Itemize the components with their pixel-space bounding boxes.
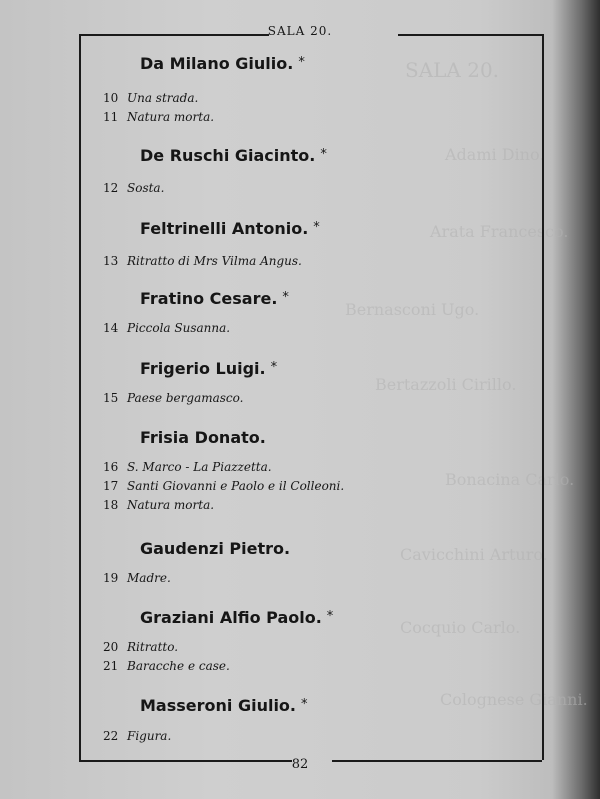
commission-star: * [298,55,305,70]
artist-name: Frigerio Luigi. * [140,359,278,378]
show-through-text: Bertazzoli Cirillo. [375,375,517,394]
show-through-text: Colognese Gianni. [440,690,588,709]
work-item: 13 Ritratto di Mrs Vilma Angus. [103,254,302,268]
show-through-text: SALA 20. [405,58,500,82]
work-item: 11 Natura morta. [103,110,215,124]
commission-star: * [326,609,334,624]
show-through-text: Arata Francesco. [430,222,569,241]
show-through-text: Cavicchini Arturo. [400,545,548,564]
commission-star: * [301,697,308,712]
work-item: 12 Sosta. [103,181,165,195]
work-item: 20 Ritratto. [103,640,179,654]
artist-name: Da Milano Giulio. * [140,54,305,73]
artist-name: Graziani Alfio Paolo. * [140,608,334,627]
commission-star: * [282,290,289,305]
show-through-text: Bernasconi Ugo. [345,300,480,319]
commission-star: * [313,220,320,235]
show-through-text: Bonacina Carlo. [445,470,575,489]
work-item: 16 S. Marco - La Piazzetta. [103,460,272,474]
artist-name: Masseroni Giulio. * [140,696,308,715]
work-item: 18 Natura morta. [103,498,215,512]
room-header: SALA 20. [267,24,333,38]
commission-star: * [320,147,327,162]
artist-name: De Ruschi Giacinto. * [140,146,327,165]
artist-name: Feltrinelli Antonio. * [140,219,320,238]
show-through-text: Adami Dino. [445,145,545,164]
artist-name: Fratino Cesare. * [140,289,289,308]
commission-star: * [270,360,278,375]
work-item: 15 Paese bergamasco. [103,391,244,405]
page-number: 82 [291,757,309,772]
work-item: 19 Madre. [103,571,171,585]
artist-name: Gaudenzi Pietro. [140,539,291,558]
work-item: 14 Piccola Susanna. [103,321,231,335]
show-through-text: Cocquio Carlo. [400,618,521,637]
work-item: 17 Santi Giovanni e Paolo e il Colleoni. [103,479,345,493]
work-item: 22 Figura. [103,729,172,743]
artist-name: Frisia Donato. [140,428,266,447]
work-item: 10 Una strada. [103,91,199,105]
work-item: 21 Baracche e case. [103,659,230,673]
